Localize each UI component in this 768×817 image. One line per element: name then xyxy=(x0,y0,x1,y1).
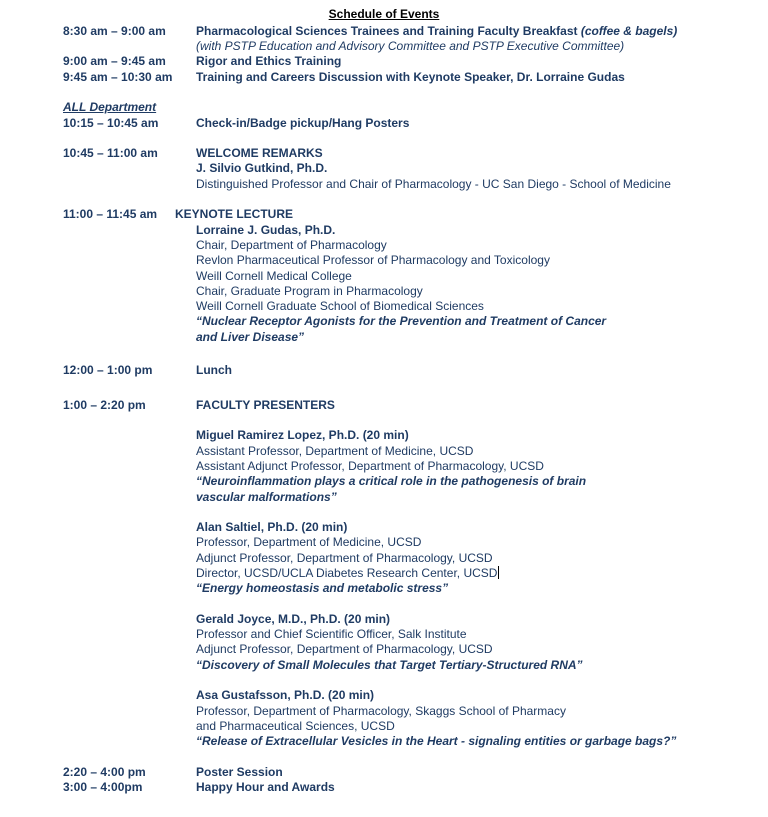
page-title: Schedule of Events xyxy=(328,7,440,21)
speaker-role: Chair, Graduate Program in Pharmacology xyxy=(196,284,423,298)
event-title: Happy Hour and Awards xyxy=(196,780,335,794)
event-title: Rigor and Ethics Training xyxy=(196,54,342,68)
presenter-role: Professor, Department of Medicine, UCSD xyxy=(196,535,422,549)
event-title: Check-in/Badge pickup/Hang Posters xyxy=(196,116,410,130)
presenter-role: Assistant Adjunct Professor, Department of Pharmacology, UCSD xyxy=(196,459,544,473)
event-title: FACULTY PRESENTERS xyxy=(196,398,335,412)
section-heading: ALL Department xyxy=(63,100,157,114)
presenter-name: Alan Saltiel, Ph.D. (20 min) xyxy=(196,520,348,534)
presenter-role xyxy=(196,566,499,581)
event-title: Lunch xyxy=(196,363,232,377)
presenter-role: Adjunct Professor, Department of Pharmacology, UCSD xyxy=(196,551,493,565)
event-time: 10:15 – 10:45 am xyxy=(63,116,159,130)
event-title: Training and Careers Discussion with Keynote Speaker, Dr. Lorraine Gudas xyxy=(196,70,625,84)
talk-title: “Release of Extracellular Vesicles in the Heart - signaling entities or garbage bags?” xyxy=(196,734,677,748)
presenter-role: Adjunct Professor, Department of Pharmacology, UCSD xyxy=(196,642,493,656)
presenter-role: Assistant Professor, Department of Medicine, UCSD xyxy=(196,444,474,458)
event-time: 9:45 am – 10:30 am xyxy=(63,70,173,84)
talk-title: “Neuroinflammation plays a critical role in the pathogenesis of brain xyxy=(196,474,587,488)
event-time: 2:20 – 4:00 pm xyxy=(63,765,146,779)
event-title: WELCOME REMARKS xyxy=(196,146,323,160)
event-time: 1:00 – 2:20 pm xyxy=(63,398,146,412)
event-time: 10:45 – 11:00 am xyxy=(63,146,158,160)
text-cursor xyxy=(498,566,499,579)
presenter-role: and Pharmaceutical Sciences, UCSD xyxy=(196,719,395,733)
event-time: 3:00 – 4:00pm xyxy=(63,780,143,794)
presenter-role: Professor and Chief Scientific Officer, Salk Institute xyxy=(196,627,467,641)
event-note: (coffee & bagels) xyxy=(580,24,678,38)
event-time: 12:00 – 1:00 pm xyxy=(63,363,153,377)
event-note-with: (with PSTP Education and Advisory Committee and PSTP Executive Committee) xyxy=(196,39,625,53)
presenter-role: Professor, Department of Pharmacology, Skaggs School of Pharmacy xyxy=(196,704,566,718)
talk-title: “Energy homeostasis and metabolic stress” xyxy=(196,581,449,595)
speaker-affiliation: Distinguished Professor and Chair of Pharmacology - UC San Diego - School of Medicine xyxy=(196,177,671,191)
event-title: Poster Session xyxy=(196,765,283,779)
presenter-name: Gerald Joyce, M.D., Ph.D. (20 min) xyxy=(196,612,391,626)
event-time: 11:00 – 11:45 am xyxy=(63,207,158,221)
event-title-text: Pharmacological Sciences Trainees and Training Faculty Breakfast xyxy=(196,24,581,38)
talk-title: “Nuclear Receptor Agonists for the Prevention and Treatment of Cancer xyxy=(196,314,607,328)
speaker-name: Lorraine J. Gudas, Ph.D. xyxy=(196,223,336,237)
speaker-role: Revlon Pharmaceutical Professor of Pharmacology and Toxicology xyxy=(196,253,550,267)
presenter-role-text: Director, UCSD/UCLA Diabetes Research Center, UCSD xyxy=(196,566,498,580)
talk-title: vascular malformations” xyxy=(196,490,337,504)
talk-title: “Discovery of Small Molecules that Target Tertiary-Structured RNA” xyxy=(196,658,583,672)
speaker-role: Weill Cornell Medical College xyxy=(196,269,352,283)
event-title xyxy=(196,24,677,39)
speaker-role: Weill Cornell Graduate School of Biomedical Sciences xyxy=(196,299,484,313)
speaker-name: J. Silvio Gutkind, Ph.D. xyxy=(196,161,328,175)
event-time: 8:30 am – 9:00 am xyxy=(63,24,166,38)
presenter-name: Miguel Ramirez Lopez, Ph.D. (20 min) xyxy=(196,428,409,442)
talk-title: and Liver Disease” xyxy=(196,330,305,344)
event-title: KEYNOTE LECTURE xyxy=(175,207,294,221)
speaker-role: Chair, Department of Pharmacology xyxy=(196,238,387,252)
event-time: 9:00 am – 9:45 am xyxy=(63,54,166,68)
presenter-name: Asa Gustafsson, Ph.D. (20 min) xyxy=(196,688,375,702)
